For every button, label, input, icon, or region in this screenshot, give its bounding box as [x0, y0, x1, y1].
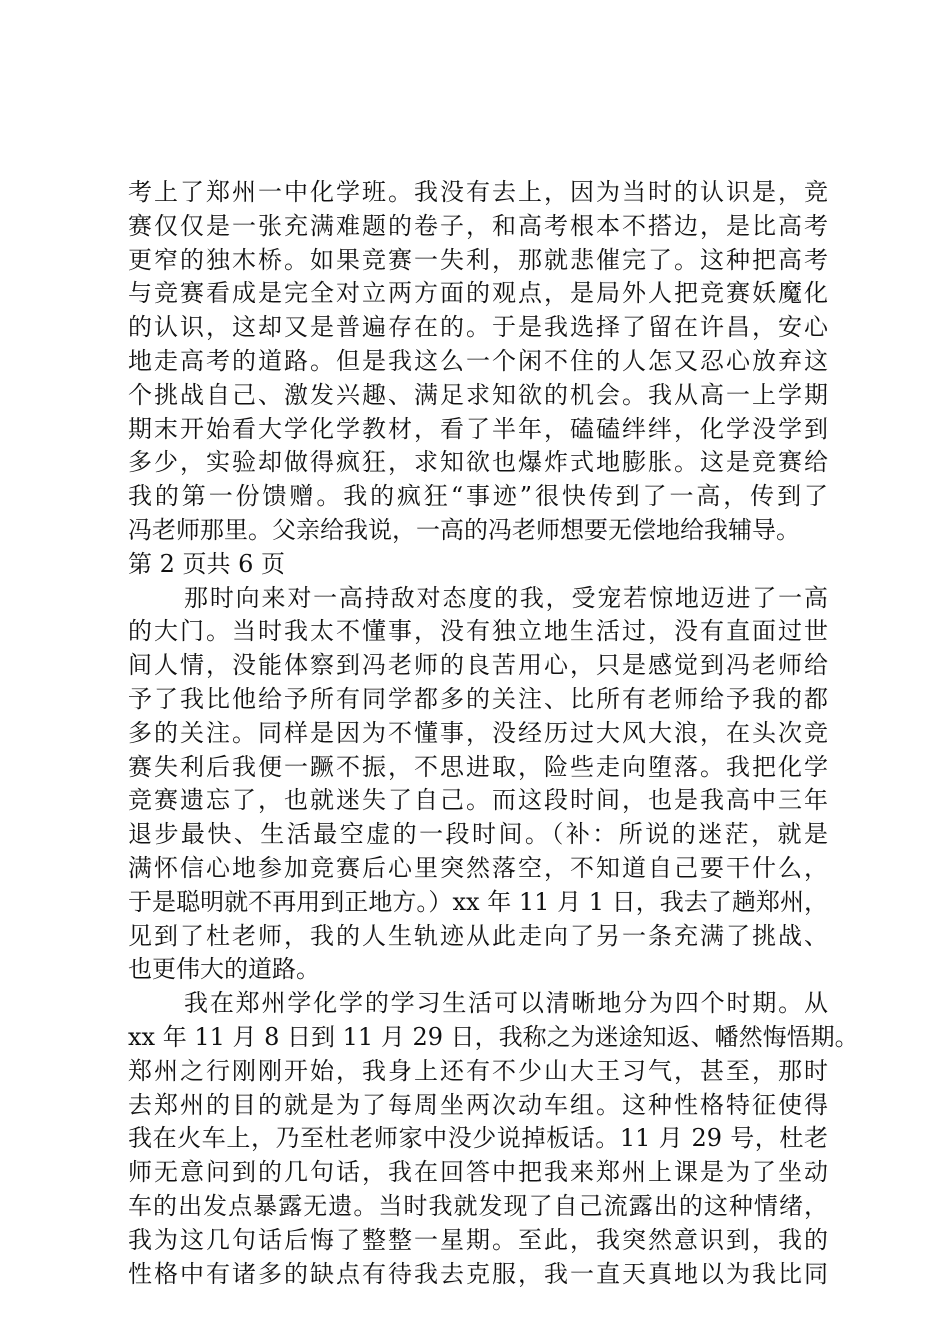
page-marker: 第 2 页共 6 页 [128, 549, 286, 578]
text-line: 我在火车上，乃至杜老师家中没少说掉板话。11 月 29 号，杜老 [128, 1124, 828, 1153]
document-body [128, 176, 859, 1291]
text-line: xx 年 11 月 8 日到 11 月 29 日，我称之为迷途知返、幡然悔悟期。 [128, 1022, 859, 1051]
text-line: 期末开始看大学化学教材，看了半年，磕磕绊绊，化学没学到 [128, 414, 828, 443]
text-line: 退步最快、生活最空虚的一段时间。（补：所说的迷茫，就是 [128, 820, 828, 849]
text-line: 师无意问到的几句话，我在回答中把我来郑州上课是为了坐动 [128, 1158, 828, 1187]
text-line: 也更伟大的道路。 [128, 955, 320, 984]
text-line: 多的关注。同样是因为不懂事，没经历过大风大浪，在头次竞 [128, 718, 828, 747]
text-line: 赛仅仅是一张充满难题的卷子，和高考根本不搭边，是比高考 [128, 211, 828, 240]
text-line: 见到了杜老师，我的人生轨迹从此走向了另一条充满了挑战、 [128, 921, 828, 950]
text-line: 我在郑州学化学的学习生活可以清晰地分为四个时期。从 [184, 989, 828, 1018]
text-line: 郑州之行刚刚开始，我身上还有不少山大王习气，甚至，那时 [128, 1056, 828, 1085]
text-line: 性格中有诸多的缺点有待我去克服，我一直天真地以为我比同 [128, 1259, 828, 1288]
text-line: 考上了郑州一中化学班。我没有去上，因为当时的认识是，竞 [128, 178, 828, 206]
text-line: 地走高考的道路。但是我这么一个闲不住的人怎又忍心放弃这 [128, 346, 828, 375]
paragraph-1 [128, 176, 828, 548]
paragraph-3 [128, 987, 859, 1291]
text-line: 我为这几句话后悔了整整一星期。至此，我突然意识到，我的 [128, 1225, 828, 1254]
text-line: 车的出发点暴露无遗。当时我就发现了自己流露出的这种情绪， [128, 1191, 828, 1220]
text-line: 个挑战自己、激发兴趣、满足求知欲的机会。我从高一上学期 [128, 380, 828, 409]
text-line: 竞赛遗忘了，也就迷失了自己。而这段时间，也是我高中三年 [128, 786, 828, 815]
text-line: 予了我比他给予所有同学都多的关注、比所有老师给予我的都 [128, 684, 828, 713]
text-line: 的认识，这却又是普遍存在的。于是我选择了留在许昌，安心 [128, 313, 828, 342]
text-line: 冯老师那里。父亲给我说，一高的冯老师想要无偿地给我辅导。 [128, 515, 800, 544]
text-line: 去郑州的目的就是为了每周坐两次动车组。这种性格特征使得 [128, 1090, 828, 1119]
text-line: 那时向来对一高持敌对态度的我，受宠若惊地迈进了一高 [184, 583, 828, 612]
text-line: 我的第一份馈赠。我的疯狂“事迹”很快传到了一高，传到了 [128, 482, 828, 511]
text-line: 于是聪明就不再用到正地方。）xx 年 11 月 1 日，我去了趟郑州， [128, 887, 828, 916]
text-line: 的大门。当时我太不懂事，没有独立地生活过，没有直面过世 [128, 617, 828, 646]
paragraph-2 [128, 582, 828, 988]
text-line: 更窄的独木桥。如果竞赛一失利，那就悲催完了。这种把高考 [128, 245, 828, 274]
text-line: 多少，实验却做得疯狂，求知欲也爆炸式地膨胀。这是竞赛给 [128, 448, 828, 477]
text-line: 与竞赛看成是完全对立两方面的观点，是局外人把竞赛妖魔化 [128, 279, 828, 308]
text-line: 满怀信心地参加竞赛后心里突然落空，不知道自己要干什么， [128, 853, 828, 882]
text-line: 间人情，没能体察到冯老师的良苦用心，只是感觉到冯老师给 [128, 651, 828, 680]
text-line: 赛失利后我便一蹶不振，不思进取，险些走向堕落。我把化学 [128, 752, 828, 781]
